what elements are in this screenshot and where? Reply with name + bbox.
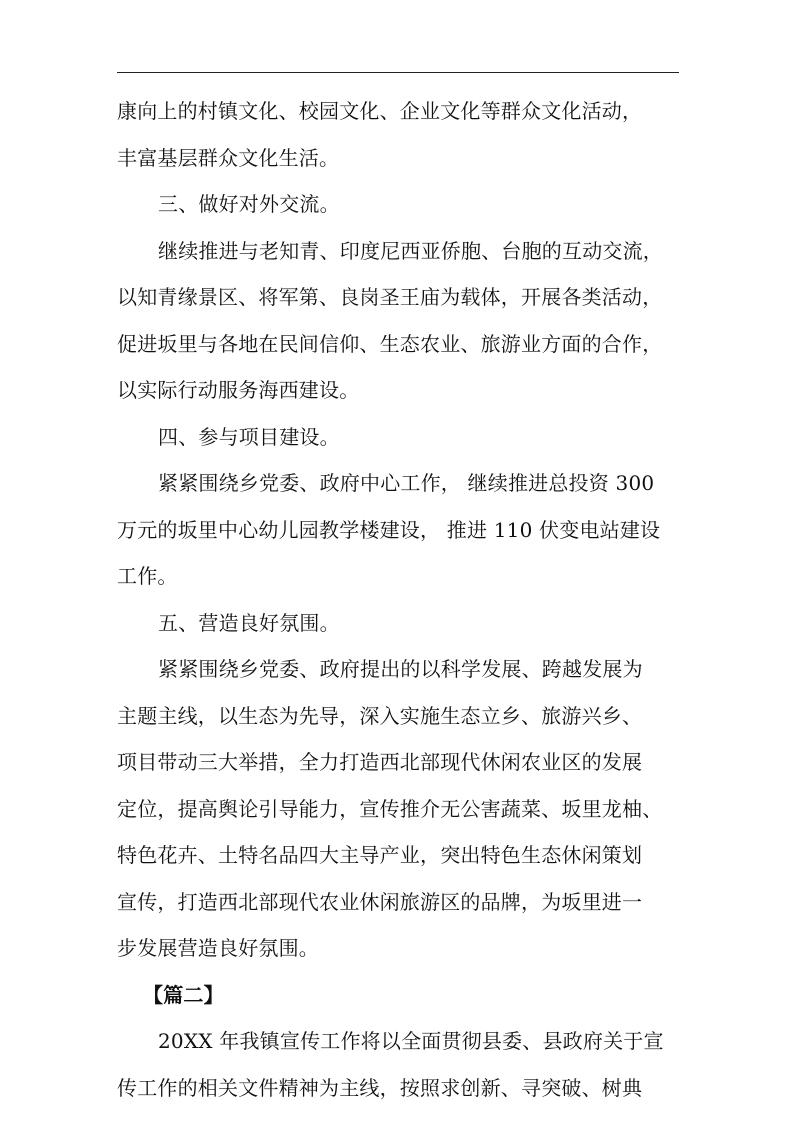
text-line: 项目带动三大举措，全力打造西北部现代休闲农业区的发展 (117, 750, 643, 774)
section-heading: 三、做好对外交流。 (158, 192, 340, 216)
section-heading: 五、营造良好氛围。 (158, 610, 340, 635)
text-line: 以知青缘景区、将军第、良岗圣王庙为载体，开展各类活动， (117, 285, 663, 309)
section-heading: 四、参与项目建设。 (158, 424, 340, 449)
document-body (117, 88, 682, 1111)
text-line: 20XX 年我镇宣传工作将以全面贯彻县委、县政府关于宣 (158, 1029, 664, 1053)
text-line: 宣传，打造西北部现代农业休闲旅游区的品牌，为坂里进一 (117, 889, 643, 914)
text-line: 紧紧围绕乡党委、政府提出的以科学发展、跨越发展为 (158, 657, 643, 681)
text-line: 特色花卉、土特名品四大主导产业，突出特色生态休闲策划 (117, 843, 643, 867)
header-rule (117, 72, 679, 73)
text-line: 紧紧围绕乡党委、政府中心工作， 继续推进总投资 300 (158, 471, 655, 495)
text-line: 康向上的村镇文化、校园文化、企业文化等群众文化活动， (117, 99, 643, 123)
part-heading: 【篇二】 (143, 982, 224, 1007)
text-line: 丰富基层群众文化生活。 (117, 145, 340, 170)
text-line: 以实际行动服务海西建设。 (117, 378, 360, 402)
text-line: 万元的坂里中心幼儿园教学楼建设， 推进 110 伏变电站建设 (117, 517, 661, 542)
text-line: 工作。 (117, 564, 178, 588)
text-line: 步发展营造良好氛围。 (117, 936, 319, 960)
text-line: 定位，提高舆论引导能力，宣传推介无公害蔬菜、坂里龙柚、 (117, 796, 663, 821)
text-line: 传工作的相关文件精神为主线，按照求创新、寻突破、树典 (117, 1075, 643, 1100)
text-line: 主题主线，以生态为先导，深入实施生态立乡、旅游兴乡、 (117, 703, 643, 728)
text-line: 促进坂里与各地在民间信仰、生态农业、旅游业方面的合作， (117, 331, 663, 356)
text-line: 继续推进与老知青、印度尼西亚侨胞、台胞的互动交流， (158, 238, 663, 263)
